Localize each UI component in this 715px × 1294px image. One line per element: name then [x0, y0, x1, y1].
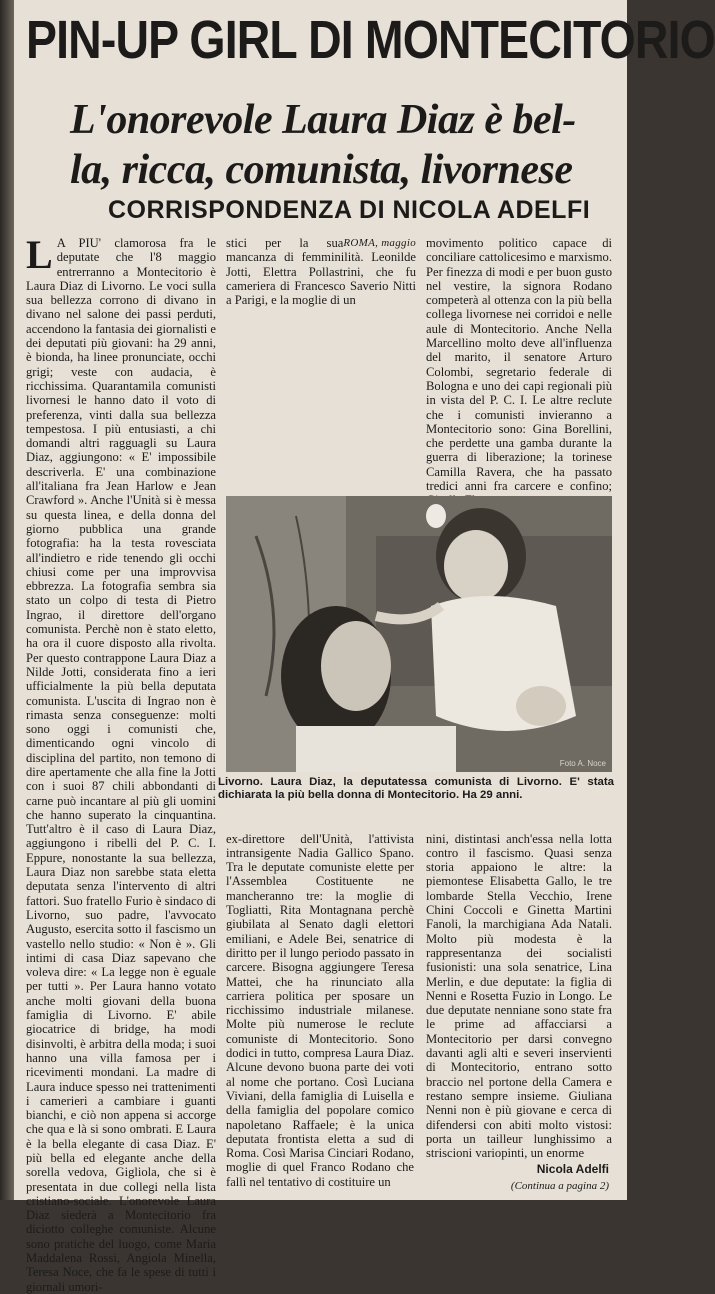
subtitle-line-1: L'onorevole Laura Diaz è bel-: [70, 97, 576, 143]
drop-cap: L: [26, 232, 53, 277]
signature: Nicola Adelfi: [536, 1162, 609, 1176]
article-text-col1: A PIU' clamorosa fra le deputate che l'8 maggio entrerranno a Montecitorio è Laura Diaz di Livorno. Le voci sulla sua bellezza corrono di divano in divano nel salone dei passi perduti, accendono la fantasia dei giornalisti e dei deputati più giovani: ha 29 anni, è bionda, ha linee pronunciate, occhi grigi; veste con audacia, è ricchissima. Quarantamila comunisti livornesi le hanno dato il voto di preferenza, vinti dalla sua bellezza tempestosa. I più entusiasti, a chi domandi altri ragguagli su Laura Diaz, aggiungono: « E' impossibile descriverla. E' una combinazione all'italiana fra Jean Harlow e Jean Crawford ». Anche l'Unità si è messa su questa linea, e della donna del giorno pubblica una grande fotografia: ha la testa rovesciata all'indietro e ride tenendo gli occhi chiusi come per una improvvisa ebbrezza. La fotografia sembra sia stato un colpo di testa di Pietro Ingrao, il direttore dell'organo comunista. Perchè non è stato eletto, ha ora il cuore disposto alla rivolta. Per questo contrappone Laura Diaz a Nilde Jotti, considerata fino a ieri ufficialmente la più bella deputata comunista. L'uscita di Ingrao non è rimasta senza conseguenze: molti sono oggi i comunisti che, dimenticando ogni vincolo di disciplina del partito, non temono di dire apertamente che alla fine la Jotti con i suoi 87 chili abbondanti di carne può incantare al più gli uomini che hanno superato la cinquantina. Tutt'altro è il caso di Laura Diaz, aggiungono i ribelli del P. C. I. Eppure, nonostante la sua bellezza, Laura Diaz non sarebbe stata eletta deputata senza l'intervento di altri fattori. Suo fratello Furio è sindaco di Livorno, suo padre, l'avvocato Augusto, esercita sotto il fascismo un vastello nello studio: « Non è ». Gli intimi di casa Diaz sapevano che voleva dire: « La legge non è eguale per tutti ». Per Laura hanno votato anche molti giovani della buona famiglia di Livorno. E' abile giocatrice di bridge, ha modi disinvolti, è arbitra della moda; i suoi hanno una villa famosa per i ricevimenti mondani. La madre di Laura induce spesso nei trattenimenti i camerieri a cambiare i guanti bianchi, e ciò non appena si accorge che qua e là si sono ombrati. E Laura è la bella elegante di casa Diaz. E' più bella ed elegante anche della sorella vedova, Gigliola, che si è presentata in due collegi nella lista cristiano-sociale. L'onorevole Laura Diaz siederà a Montecitorio fra diciotto colleghe comuniste. Alcune sono pratiche del luogo, come Maria Maddalena Rossi, Angiola Minella, Teresa Noce, che fa le spese di tutti i giornali umori-: [26, 236, 216, 1294]
photo-caption: Livorno. Laura Diaz, la deputatessa comunista di Livorno. E' stata dichiarata la più bella donna di Montecitorio. Ha 29 anni.: [218, 776, 614, 801]
article-text-col3: movimento politico capace di conciliare cattolicesimo e marxismo. Per finezza di modi e per buon gusto nel vestire, la signora Rodano competerà al ottenza con la più bella collega livornese nei corridoi e nelle aule di Montecitorio. Anche Nella Marcellino molto deve all'influenza del marito, il senatore Arturo Colombi, segretario federale di Bologna e uno dei capi regionali più in vista del P. C. I. Le altre reclute che i comunisti invieranno a Montecitorio sono: Gina Borellini, che perdette una gamba durante la guerra di liberazione; la torinese Camilla Ravera, che ha passato tredici anni fra carcere e confino;: [426, 236, 612, 494]
photo-credit: Foto A. Noce: [559, 759, 606, 768]
article-text-col2-low: ex-direttore dell'Unità, l'attivista intransigente Nadia Gallico Spano. Tra le deputate comuniste elette per l'Assemblea Costituente ne mancheranno tre: la moglie di Togliatti, Rita Montagnana perchè giubilata al Senato dagli elettori emiliani, e Adele Bei, senatrice di diritto per il lungo periodo passato in carcere. Bisogna aggiungere Teresa Mattei, che ha rinunciato alla carriera politica per sposare un ricchissimo industriale milanese. Molte più numerose le reclute comuniste di Montecitorio. Sono dodici in tutto, compresa Laura Diaz. Alcune devono buona parte dei voti al nome che portano. Così Luciana Viviani, della famiglia di Luisella e della famiglia del popolare comico napoletano Raffaele; è la unica deputata frontista eletta a sud di Roma. Così Marisa Cinciari Rodano, moglie di quel Franco Rodano che fallì nel tentativo di costituire un: [226, 831, 414, 1189]
article-text-col2-mid: stici per la sua mancanza di femminilità. Leonilde Jotti, Elettra Pollastrini, che fu cameriera di Francesco Saverio Nitti a Parigi, e la moglie di un: [226, 236, 416, 308]
byline: CORRISPONDENZA DI NICOLA ADELFI: [108, 196, 591, 224]
headline: PIN-UP GIRL DI MONTECITORIO: [26, 10, 715, 70]
column-2-low: [226, 819, 414, 1199]
column-2-mid: [226, 236, 416, 491]
continued-note: (Continua a pagina 2): [510, 1180, 609, 1192]
portrait-photo: [226, 496, 612, 772]
column-3-top: [426, 236, 612, 494]
column-3-low: [426, 819, 612, 1159]
photo-mother-child: [226, 496, 612, 772]
binding-edge: [0, 0, 14, 1200]
article-text-col3-low: nini, distintasi anch'essa nella lotta contro il fascismo. Quasi senza storia appaiono le altre: la piemontese Elisabetta Gallo, le tre lombarde Stella Vecchio, Irene Chini Coccoli e Ginetta Martini Fanoli, la marchigiana Ada Natali. Molto più modesta è la rappresentanza dei socialisti fusionisti: una sola senatrice, Lina Merlin, e due deputate: la figlia di Nenni e Rosetta Fuzio in Longo. Le due deputate nenniane sono state fra le prime ad affacciarsi a Montecitorio per darsi convegno davanti agli alti e severi inservienti di Montecitorio, entrano sotto braccio nel portone della Camera e restano sempre insieme. Giuliana Nenni non è più giovane e cerca di difendersi con abiti molto vistosi: porta un tailleur lunghissimo a striscioni variopinti, un enorme: [426, 831, 612, 1161]
subtitle-line-2: la, ricca, comunista, livornese: [70, 147, 573, 193]
dateline-visible: ROMA, maggio: [343, 237, 416, 249]
column-1-top: [26, 232, 216, 1294]
